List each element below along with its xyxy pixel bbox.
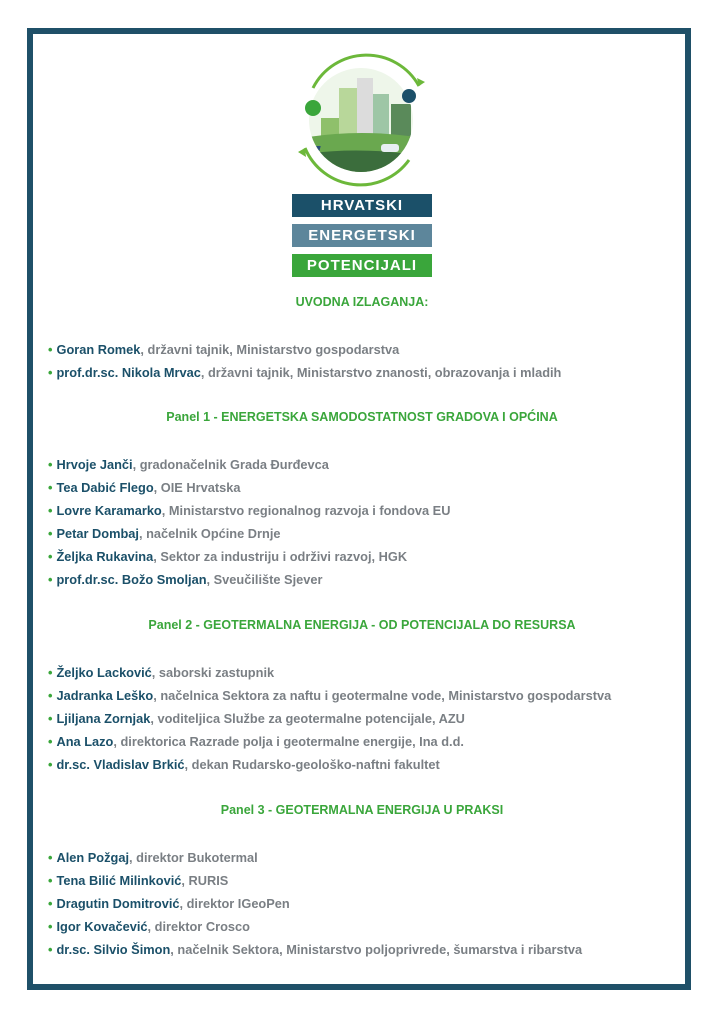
speaker-name: Goran Romek xyxy=(56,342,141,357)
speaker-name: Tea Dabić Flego xyxy=(56,480,154,495)
logo-title-line-3: POTENCIJALI xyxy=(292,254,432,277)
speaker-role: , gradonačelnik Grada Đurđevca xyxy=(132,457,329,472)
list-item: • Dragutin Domitrović, direktor IGeoPen xyxy=(48,896,290,911)
speaker-name: Petar Dombaj xyxy=(56,526,139,541)
list-item: • Jadranka Leško, načelnica Sektora za naftu i geotermalne vode, Ministarstvo gospodarstva xyxy=(48,688,612,703)
speaker-name: prof.dr.sc. Božo Smoljan xyxy=(56,572,207,587)
speaker-name: Jadranka Leško xyxy=(56,688,154,703)
list-item: • dr.sc. Silvio Šimon, načelnik Sektora, Ministarstvo poljoprivrede, šumarstva i ribarstva xyxy=(48,942,583,957)
speaker-role: , državni tajnik, Ministarstvo znanosti, obrazovanja i mladih xyxy=(200,365,562,380)
list-item: • dr.sc. Vladislav Brkić, dekan Rudarsko-geološko-naftni fakultet xyxy=(48,757,440,772)
city-energy-logo xyxy=(291,48,434,188)
speaker-role: , državni tajnik, Ministarstvo gospodarstva xyxy=(140,342,400,357)
speaker-name: Igor Kovačević xyxy=(56,919,148,934)
section-heading-panel-1: Panel 1 - ENERGETSKA SAMODOSTATNOST GRADOVA I OPĆINA xyxy=(166,410,558,424)
speaker-role: , načelnik Sektora, Ministarstvo poljoprivrede, šumarstva i ribarstva xyxy=(170,942,583,957)
speaker-name: Dragutin Domitrović xyxy=(56,896,180,911)
speaker-role: , saborski zastupnik xyxy=(151,665,275,680)
list-item: • Petar Dombaj, načelnik Općine Drnje xyxy=(48,526,281,541)
section-heading-uvodna: UVODNA IZLAGANJA: xyxy=(295,295,429,309)
list-item: • Željko Lacković, saborski zastupnik xyxy=(48,665,275,680)
speaker-name: Ljiljana Zornjak xyxy=(56,711,151,726)
speaker-name: Željko Lacković xyxy=(56,665,152,680)
speaker-name: Alen Požgaj xyxy=(56,850,130,865)
speaker-role: , Sektor za industriju i održivi razvoj, HGK xyxy=(153,549,408,564)
list-item: • Ana Lazo, direktorica Razrade polja i geotermalne energije, Ina d.d. xyxy=(48,734,464,749)
speaker-role: , Sveučilište Sjever xyxy=(206,572,323,587)
section-heading-panel-2: Panel 2 - GEOTERMALNA ENERGIJA - OD POTENCIJALA DO RESURSA xyxy=(148,618,576,632)
speaker-role: , direktor Crosco xyxy=(147,919,250,934)
section-heading-panel-3: Panel 3 - GEOTERMALNA ENERGIJA U PRAKSI xyxy=(220,803,504,817)
speaker-role: , Ministarstvo regionalnog razvoja i fondova EU xyxy=(161,503,451,518)
speaker-role: , direktor IGeoPen xyxy=(179,896,290,911)
list-item: • prof.dr.sc. Božo Smoljan, Sveučilište Sjever xyxy=(48,572,323,587)
list-item: • Igor Kovačević, direktor Crosco xyxy=(48,919,250,934)
list-item: • Alen Požgaj, direktor Bukotermal xyxy=(48,850,258,865)
speaker-name: Željka Rukavina xyxy=(56,549,154,564)
speaker-role: , načelnica Sektora za naftu i geotermalne vode, Ministarstvo gospodarstva xyxy=(153,688,612,703)
list-item: • Hrvoje Janči, gradonačelnik Grada Đurđevca xyxy=(48,457,329,472)
list-item: • Ljiljana Zornjak, voditeljica Službe za geotermalne potencijale, AZU xyxy=(48,711,465,726)
speaker-role: , direktor Bukotermal xyxy=(129,850,258,865)
list-item: • prof.dr.sc. Nikola Mrvac, državni tajnik, Ministarstvo znanosti, obrazovanja i mladih xyxy=(48,365,562,380)
speaker-name: Hrvoje Janči xyxy=(56,457,133,472)
speaker-name: Tena Bilić Milinković xyxy=(56,873,182,888)
speaker-name: dr.sc. Silvio Šimon xyxy=(56,942,171,957)
section-list-panel-2 xyxy=(48,661,611,776)
logo-title-line-2: ENERGETSKI xyxy=(292,224,432,247)
list-item: • Tea Dabić Flego, OIE Hrvatska xyxy=(48,480,241,495)
speaker-role: , načelnik Općine Drnje xyxy=(138,526,281,541)
speaker-name: Lovre Karamarko xyxy=(56,503,162,518)
section-list-uvodna xyxy=(48,338,561,384)
speaker-role: , dekan Rudarsko-geološko-naftni fakultet xyxy=(184,757,440,772)
logo-title-line-1: HRVATSKI xyxy=(292,194,432,217)
section-list-panel-3 xyxy=(48,846,582,961)
list-item: • Tena Bilić Milinković, RURIS xyxy=(48,873,229,888)
speaker-role: , direktorica Razrade polja i geotermalne energije, Ina d.d. xyxy=(113,734,464,749)
speaker-role: , RURIS xyxy=(181,873,229,888)
list-item: • Goran Romek, državni tajnik, Ministarstvo gospodarstva xyxy=(48,342,400,357)
section-list-panel-1 xyxy=(48,453,450,591)
speaker-name: dr.sc. Vladislav Brkić xyxy=(56,757,185,772)
list-item: • Lovre Karamarko, Ministarstvo regionalnog razvoja i fondova EU xyxy=(48,503,451,518)
speaker-role: , voditeljica Službe za geotermalne potencijale, AZU xyxy=(150,711,465,726)
list-item: • Željka Rukavina, Sektor za industriju i održivi razvoj, HGK xyxy=(48,549,408,564)
speaker-role: , OIE Hrvatska xyxy=(153,480,241,495)
speaker-name: Ana Lazo xyxy=(56,734,114,749)
speaker-name: prof.dr.sc. Nikola Mrvac xyxy=(56,365,201,380)
